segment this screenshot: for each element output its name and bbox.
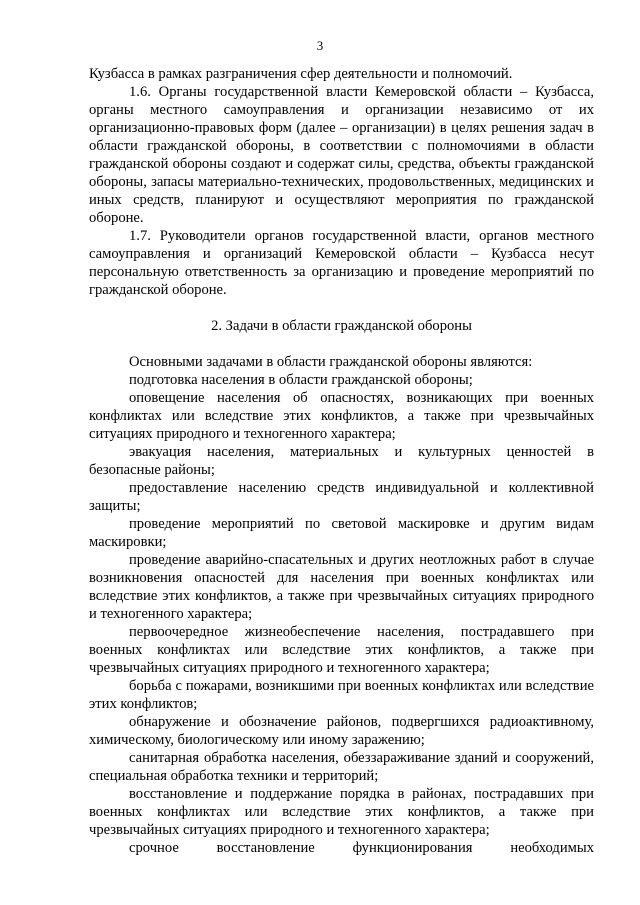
paragraph-1-6: 1.6. Органы государственной власти Кемеровской области – Кузбасса, органы местного самоуправления и организации независимо от их организационно-правовых форм (далее – организации) в целях решения задач в области гражданской обороны, в соответствии с полномочиями в области гражданской обороны создают и содержат силы, средства, объекты гражданской обороны, запасы материально-технических, продовольственных, медицинских и иных средств, планируют и осуществляют мероприятия по гражданской обороне.: [89, 84, 594, 226]
task-item-last: срочное восстановление функционирования необходимых: [129, 840, 594, 856]
task-item: проведение аварийно-спасательных и других неотложных работ в случае возникновения опасностей для населения при военных конфликтах или вследствие этих конфликтов, а также при чрезвычайных ситуациях природного и техногенного характера;: [89, 552, 594, 622]
paragraph-1-7: 1.7. Руководители органов государственной власти, органов местного самоуправления и организаций Кемеровской области – Кузбасса несут персональную ответственность за организацию и проведение мероприятий по гражданской обороне.: [89, 228, 594, 298]
page-number: 3: [316, 38, 324, 53]
task-item: эвакуация населения, материальных и культурных ценностей в безопасные районы;: [89, 444, 594, 478]
tasks-intro: Основными задачами в области гражданской обороны являются:: [129, 354, 533, 370]
document-body: [89, 65, 594, 857]
task-item: борьба с пожарами, возникшими при военных конфликтах или вследствие этих конфликтов;: [89, 678, 594, 712]
task-item: подготовка населения в области гражданской обороны;: [129, 372, 473, 388]
task-item: обнаружение и обозначение районов, подвергшихся радиоактивному, химическому, биологическому или иному заражению;: [89, 714, 594, 748]
task-item: оповещение населения об опасностях, возникающих при военных конфликтах или вследствие этих конфликтов, а также при чрезвычайных ситуациях природного и техногенного характера;: [89, 390, 594, 442]
section-heading: 2. Задачи в области гражданской обороны: [211, 318, 472, 334]
paragraph-continuation: Кузбасса в рамках разграничения сфер деятельности и полномочий.: [89, 66, 513, 82]
task-item: санитарная обработка населения, обеззараживание зданий и сооружений, специальная обработка техники и территорий;: [89, 750, 594, 784]
task-item: проведение мероприятий по световой маскировке и другим видам маскировки;: [89, 516, 594, 550]
task-item: предоставление населению средств индивидуальной и коллективной защиты;: [89, 480, 594, 514]
task-item: восстановление и поддержание порядка в районах, пострадавших при военных конфликтах или вследствие этих конфликтов, а также при чрезвычайных ситуациях природного и техногенного характера;: [89, 786, 594, 838]
task-item: первоочередное жизнеобеспечение населения, пострадавшего при военных конфликтах или вследствие этих конфликтов, а также при чрезвычайных ситуациях природного и техногенного характера;: [89, 624, 594, 676]
